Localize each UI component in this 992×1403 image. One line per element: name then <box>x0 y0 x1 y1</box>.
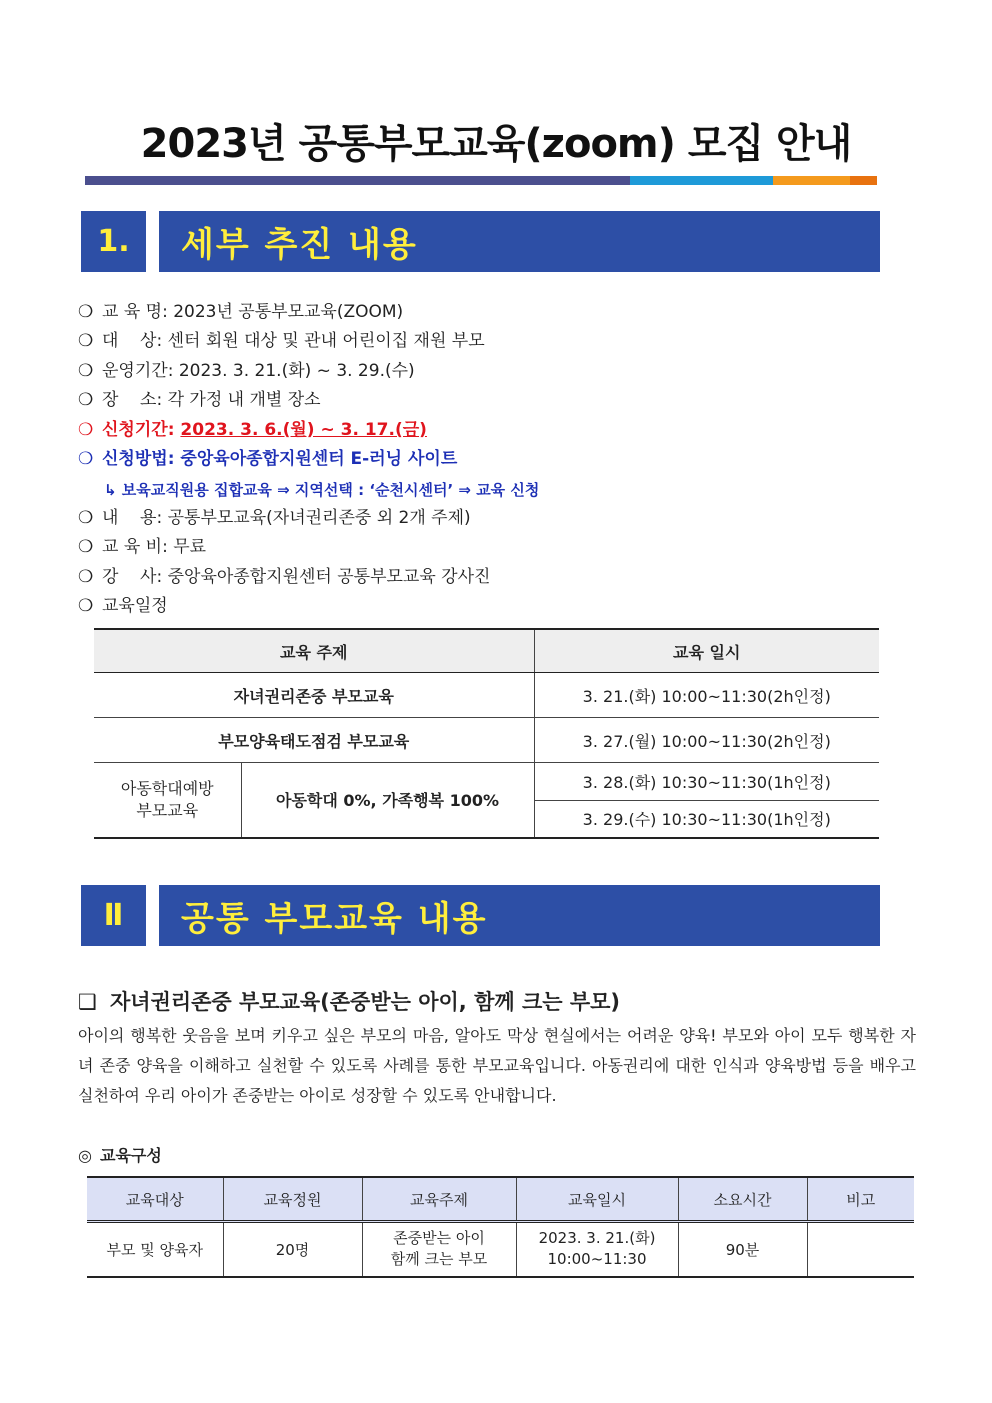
item-value: 각 가정 내 개별 장소 <box>167 390 321 410</box>
item-label: 신청방법 <box>102 449 168 469</box>
item-value: 중앙육아종합지원센터 공통부모교육 강사진 <box>167 567 491 587</box>
item-course-name: ❍ 교 육 명: 2023년 공통부모교육(ZOOM) <box>78 302 404 322</box>
col-header-duration: 소요시간 <box>678 1177 807 1222</box>
section1-number: 1. <box>81 211 146 272</box>
item-instructor: ❍ 강 사: 중앙육아종합지원센터 공통부모교육 강사진 <box>78 567 491 587</box>
item-label: 교 육 비 <box>102 537 163 557</box>
col-header-capacity: 교육정원 <box>223 1177 362 1222</box>
item-fee: ❍ 교 육 비: 무료 <box>78 537 207 557</box>
item-label: 장 소 <box>102 390 157 410</box>
bullet-icon: ❍ <box>78 390 94 410</box>
item-label: 대 상 <box>102 331 157 351</box>
item-label: 신청기간 <box>102 420 168 440</box>
item-label: 교육일정 <box>102 596 168 616</box>
bullet-icon: ❍ <box>78 567 94 587</box>
bullet-icon: ❍ <box>78 361 94 381</box>
item-label: 내 용 <box>102 508 157 528</box>
topic-line2: 함께 크는 부모 <box>390 1250 488 1269</box>
date-line1: 2023. 3. 21.(화) <box>538 1229 656 1248</box>
schedule-time: 3. 29.(수) 10:30~11:30(1h인정) <box>582 810 831 830</box>
col-header-date: 교육일시 <box>516 1177 678 1222</box>
table-row <box>94 673 879 718</box>
bullet-icon: ❍ <box>78 331 94 351</box>
composition-label-text: 교육구성 <box>100 1146 162 1165</box>
schedule-time: 3. 28.(화) 10:30~11:30(1h인정) <box>534 763 879 801</box>
composition-table <box>87 1176 914 1278</box>
schedule-topic: 자녀권리존중 부모교육 <box>94 673 534 718</box>
table-row <box>94 718 879 763</box>
item-place: ❍ 장 소: 각 가정 내 개별 장소 <box>78 390 321 410</box>
bullet-icon: ❍ <box>78 302 94 322</box>
cell-topic <box>362 1222 516 1277</box>
subheading-text: 자녀권리존중 부모교육(존중받는 아이, 함께 크는 부모) <box>110 990 621 1014</box>
item-label: 강 사 <box>102 567 157 587</box>
bullet-icon: ❍ <box>78 596 94 616</box>
item-value: 2023. 3. 21.(화) ~ 3. 29.(수) <box>178 361 415 381</box>
bullet-icon: ❍ <box>78 537 94 557</box>
title-underline <box>85 176 877 185</box>
item-value: 센터 회원 대상 및 관내 어린이집 재원 부모 <box>167 331 485 351</box>
group-label-line2: 부모교육 <box>136 800 199 820</box>
subheading <box>78 986 620 1016</box>
square-bullet-icon: ❑ <box>78 990 97 1014</box>
schedule-header-time: 교육 일시 <box>534 629 879 673</box>
bullet-icon: ❍ <box>78 420 94 440</box>
schedule-time: 3. 21.(화) 10:00~11:30(2h인정) <box>534 673 879 718</box>
cell-capacity: 20명 <box>223 1222 362 1277</box>
section2-title: 공통 부모교육 내용 <box>159 885 880 946</box>
item-apply-path: ↳ 보육교직원용 집합교육 ⇒ 지역선택 : ‘순천시센터’ ⇒ 교육 신청 <box>104 481 540 499</box>
schedule-header-topic: 교육 주제 <box>94 629 534 673</box>
item-value: 무료 <box>173 537 207 557</box>
description-paragraph: 아이의 행복한 웃음을 보며 키우고 싶은 부모의 마음, 알아도 막상 현실에서는 어려운 양육! 부모와 아이 모두 행복한 자녀 존중 양육을 이해하고 실천할 수 있도록 사례를 통한 부모교육입니다. 아동권리에 대한 인식과 양육방법 등을 배우고 실천하여 우리 아이가 존중받는 아이로 성장할 수 있도록 안내합니다. <box>78 1026 916 1105</box>
col-header-target: 교육대상 <box>87 1177 223 1222</box>
col-header-note: 비고 <box>807 1177 914 1222</box>
cell-date <box>516 1222 678 1277</box>
page-title: 2023년 공통부모교육(zoom) 모집 안내 <box>140 121 852 167</box>
cell-note <box>807 1222 914 1277</box>
item-period: ❍ 운영기간: 2023. 3. 21.(화) ~ 3. 29.(수) <box>78 361 415 381</box>
schedule-group-label <box>94 763 241 838</box>
double-circle-icon: ◎ <box>78 1146 92 1165</box>
item-label: 운영기간 <box>102 361 168 381</box>
table-row <box>94 763 879 801</box>
item-label: 교 육 명 <box>102 302 163 322</box>
schedule-group-topic: 아동학대 0%, 가족행복 100% <box>241 763 534 838</box>
item-content: ❍ 내 용: 공통부모교육(자녀권리존중 외 2개 주제) <box>78 508 471 528</box>
table-row <box>87 1222 914 1277</box>
section1-title: 세부 추진 내용 <box>159 211 880 272</box>
cell-duration: 90분 <box>678 1222 807 1277</box>
bullet-icon: ❍ <box>78 449 94 469</box>
schedule-table <box>94 628 879 839</box>
item-value: 2023년 공통부모교육(ZOOM) <box>173 302 404 322</box>
schedule-time: 3. 27.(월) 10:00~11:30(2h인정) <box>534 718 879 763</box>
date-line2: 10:00~11:30 <box>547 1250 647 1269</box>
item-apply-method: ❍ 신청방법: 중앙육아종합지원센터 E-러닝 사이트 <box>78 449 458 469</box>
col-header-topic: 교육주제 <box>362 1177 516 1222</box>
composition-label <box>78 1143 162 1166</box>
item-schedule-label <box>78 596 168 616</box>
schedule-topic: 부모양육태도점검 부모교육 <box>94 718 534 763</box>
item-value: 2023. 3. 6.(월) ~ 3. 17.(금) <box>180 420 427 440</box>
item-value: 중앙육아종합지원센터 E-러닝 사이트 <box>180 449 458 469</box>
topic-line1: 존중받는 아이 <box>393 1229 485 1248</box>
item-apply-period: ❍ 신청기간: 2023. 3. 6.(월) ~ 3. 17.(금) <box>78 420 427 440</box>
section2-number: Ⅱ <box>81 885 146 946</box>
item-value: 공통부모교육(자녀권리존중 외 2개 주제) <box>167 508 471 528</box>
group-label-line1: 아동학대예방 <box>120 778 214 798</box>
bullet-icon: ❍ <box>78 508 94 528</box>
item-target: ❍ 대 상: 센터 회원 대상 및 관내 어린이집 재원 부모 <box>78 331 485 351</box>
cell-target: 부모 및 양육자 <box>87 1222 223 1277</box>
